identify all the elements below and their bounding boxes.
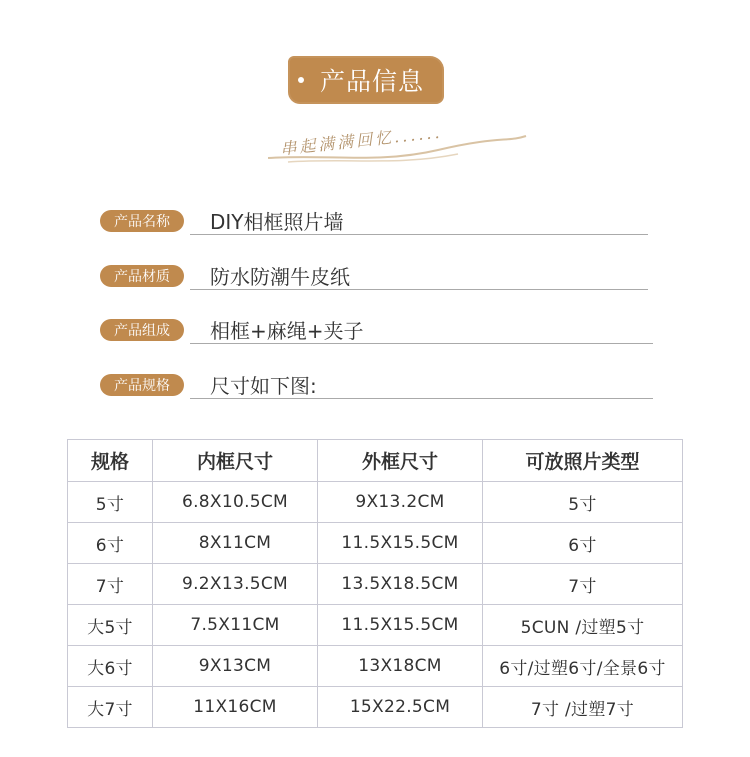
script-subtitle bbox=[268, 124, 528, 164]
table-header-row bbox=[68, 440, 683, 482]
table-row bbox=[68, 564, 683, 605]
column-header: 内框尺寸 bbox=[153, 440, 318, 482]
table-row bbox=[68, 687, 683, 728]
info-label-material: 产品材质 bbox=[100, 265, 184, 287]
table-cell: 6寸 bbox=[483, 523, 683, 564]
table-cell: 7寸 /过塑7寸 bbox=[483, 687, 683, 728]
table-cell: 大5寸 bbox=[68, 605, 153, 646]
table-cell: 13X18CM bbox=[318, 646, 483, 687]
info-label-spec: 产品规格 bbox=[100, 374, 184, 396]
divider bbox=[190, 343, 653, 344]
table-cell: 6寸/过塑6寸/全景6寸 bbox=[483, 646, 683, 687]
table-cell: 7寸 bbox=[483, 564, 683, 605]
table-cell: 11.5X15.5CM bbox=[318, 523, 483, 564]
divider bbox=[190, 398, 653, 399]
divider bbox=[190, 289, 648, 290]
table-cell: 6寸 bbox=[68, 523, 153, 564]
page-title: 产品信息 bbox=[319, 67, 424, 96]
table-row bbox=[68, 482, 683, 523]
table-cell: 11.5X15.5CM bbox=[318, 605, 483, 646]
table-row bbox=[68, 523, 683, 564]
table-cell: 7寸 bbox=[68, 564, 153, 605]
column-header: 外框尺寸 bbox=[318, 440, 483, 482]
table-cell: 5寸 bbox=[483, 482, 683, 523]
table-cell: 5CUN /过塑5寸 bbox=[483, 605, 683, 646]
info-value-name: DIY相框照片墙 bbox=[210, 210, 344, 234]
info-value-spec: 尺寸如下图: bbox=[210, 374, 317, 398]
column-header: 规格 bbox=[68, 440, 153, 482]
info-label-name: 产品名称 bbox=[100, 210, 184, 232]
divider bbox=[190, 234, 648, 235]
table-cell: 大7寸 bbox=[68, 687, 153, 728]
table-cell: 9X13CM bbox=[153, 646, 318, 687]
table-row bbox=[68, 605, 683, 646]
script-subtitle-text: 串起满满回忆...... bbox=[279, 122, 444, 159]
info-label-composition: 产品组成 bbox=[100, 319, 184, 341]
title-banner bbox=[288, 56, 444, 104]
spec-table bbox=[67, 439, 683, 728]
table-cell: 大6寸 bbox=[68, 646, 153, 687]
info-value-material: 防水防潮牛皮纸 bbox=[210, 265, 350, 289]
info-value-composition: 相框+麻绳+夹子 bbox=[210, 319, 364, 343]
table-cell: 8X11CM bbox=[153, 523, 318, 564]
table-cell: 6.8X10.5CM bbox=[153, 482, 318, 523]
table-cell: 9.2X13.5CM bbox=[153, 564, 318, 605]
table-cell: 5寸 bbox=[68, 482, 153, 523]
table-row bbox=[68, 646, 683, 687]
table-cell: 9X13.2CM bbox=[318, 482, 483, 523]
table-cell: 7.5X11CM bbox=[153, 605, 318, 646]
table-cell: 11X16CM bbox=[153, 687, 318, 728]
table-cell: 15X22.5CM bbox=[318, 687, 483, 728]
bullet-dot-icon bbox=[298, 77, 304, 83]
table-cell: 13.5X18.5CM bbox=[318, 564, 483, 605]
column-header: 可放照片类型 bbox=[483, 440, 683, 482]
